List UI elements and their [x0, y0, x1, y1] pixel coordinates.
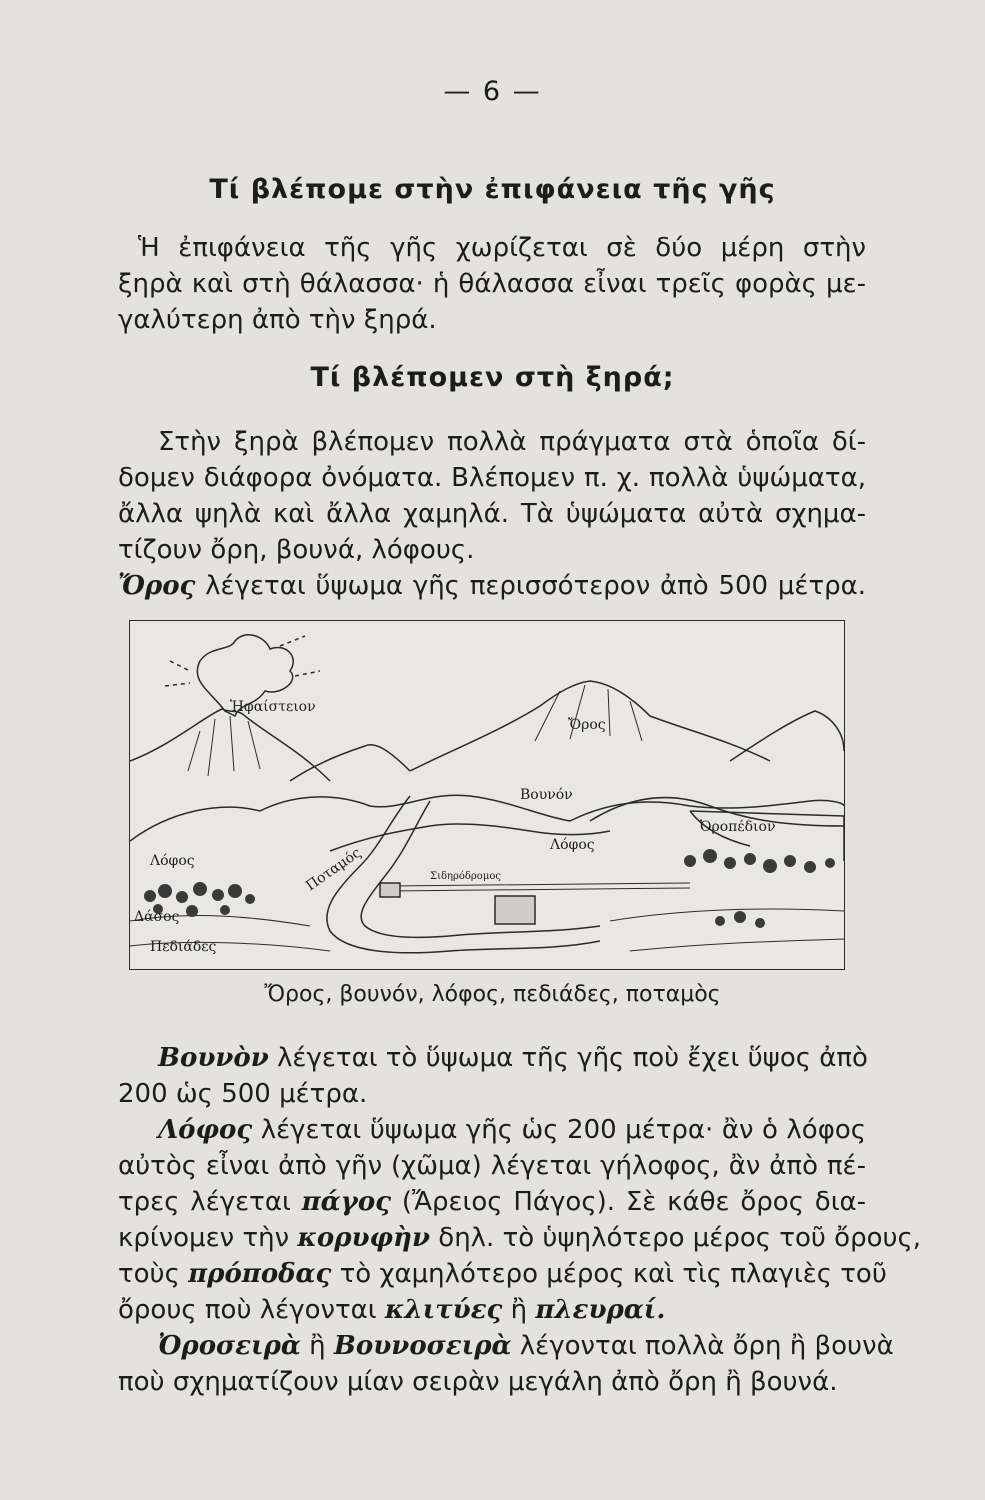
landscape-drawing [130, 621, 844, 969]
text-line: τίζουν ὄρη, βουνά, λόφους. [118, 535, 475, 565]
term-klitis: κλιτύες [384, 1295, 503, 1325]
label-forest: Δάσος [134, 909, 180, 925]
text-line [118, 1112, 866, 1148]
text-line: ἄλλα ψηλὰ καὶ ἄλλα χαμηλά. Τὰ ὑψώματα αὐτὰ σχημα- [118, 499, 866, 529]
building [380, 883, 400, 897]
text-line: ποὺ σχηματίζουν μίαν σειρὰν μεγάλη ἀπὸ ὄρη ἢ βουνά. [118, 1367, 838, 1397]
text-fragment: λέγεται τὸ ὕψωμα τῆς γῆς ποὺ ἔχει ὕψος ἀπὸ [277, 1043, 868, 1073]
page-number: — 6 — [443, 76, 542, 107]
term-oros: Ὄρος [118, 571, 196, 601]
text-fragment: τρες λέγεται [118, 1187, 291, 1217]
mountain-range-right [730, 711, 844, 761]
text-fragment: τὸ χαμηλότερο μέρος καὶ τὶς πλαγιὲς τοῦ [339, 1259, 887, 1289]
text-line: Ἡ ἐπιφάνεια τῆς γῆς χωρίζεται σὲ δύο μέρη στὴν [138, 233, 866, 263]
term-lofos: Λόφος [158, 1115, 253, 1145]
text-line: ξηρὰ καὶ στὴ θάλασσα· ἡ θάλασσα εἶναι τρεῖς φορὰς με- [118, 269, 866, 299]
text-line [118, 1184, 866, 1220]
paragraph-vouno [118, 1040, 866, 1112]
text-fragment: κρίνομεν τὴν [118, 1223, 290, 1253]
label-lofos-center: Λόφος [550, 837, 595, 853]
building [495, 896, 535, 924]
paragraph-land [118, 424, 866, 604]
label-railway: Σιδηρόδρομος [430, 871, 501, 882]
figure-caption: Ὄρος, βουνόν, λόφος, πεδιάδες, ποταμὸς [264, 982, 721, 1007]
section-title-surface: Τί βλέπομε στὴν ἐπιφάνεια τῆς γῆς [209, 174, 776, 205]
text-fragment: ἢ [309, 1331, 326, 1361]
term-koryfi: κορυφὴν [297, 1223, 431, 1253]
text-line: 200 ὡς 500 μέτρα. [118, 1079, 368, 1109]
label-mountain: Ὄρος [568, 717, 606, 733]
text-line: αὐτὸς εἶναι ἀπὸ γῆν (χῶμα) λέγεται γήλοφος, ἂν ἀπὸ πέ- [118, 1151, 866, 1181]
text-line: δομεν διάφορα ὀνόματα. Βλέπομεν π. χ. πολλὰ ὑψώματα, [118, 463, 866, 493]
text-fragment: (Ἄρειος Πάγος). Σὲ κάθε ὄρος δια- [401, 1187, 867, 1217]
term-vounosira: Βουνοσειρὰ [333, 1331, 512, 1361]
text-fragment: λέγονται πολλὰ ὄρη ἢ βουνὰ [519, 1331, 894, 1361]
label-lofos-left: Λόφος [150, 853, 195, 869]
text-fragment: ὄρους ποὺ λέγονται [118, 1295, 377, 1325]
label-vouno: Βουνόν [520, 787, 573, 803]
text-line [118, 1040, 866, 1076]
oros-definition-text: λέγεται ὕψωμα γῆς περισσότερον ἀπὸ 500 μέτρα. [205, 571, 867, 601]
paragraph-lofos [118, 1112, 922, 1328]
label-river: Ποταμός [303, 844, 365, 895]
label-plains: Πεδιάδες [150, 939, 217, 955]
text-line: γαλύτερη ἀπὸ τὴν ξηρά. [118, 305, 437, 335]
section-title-land: Τί βλέπομεν στὴ ξηρά; [310, 362, 675, 393]
label-volcano: Ἡφαίστειον [230, 699, 316, 715]
term-pagos: πάγος [301, 1187, 391, 1217]
text-line: Στὴν ξηρὰ βλέπομεν πολλὰ πράγματα στὰ ὁποῖα δί- [158, 427, 866, 457]
term-plevrai: πλευραί. [535, 1295, 666, 1325]
text-fragment: τοὺς [118, 1259, 180, 1289]
text-fragment: ἢ [510, 1295, 528, 1325]
text-line [118, 1328, 894, 1364]
text-fragment: δηλ. τὸ ὑψηλότερο μέρος τοῦ ὄρους, [438, 1223, 922, 1253]
term-propodas: πρόποδας [188, 1259, 332, 1289]
text-line [118, 1292, 866, 1328]
paragraph-orosira [118, 1328, 894, 1400]
text-fragment: λέγεται ὕψωμα γῆς ὡς 200 μέτρα· ἂν ὁ λόφος [260, 1115, 867, 1145]
paragraph-surface [118, 230, 866, 338]
label-plateau: Ὀροπέδιον [700, 819, 776, 835]
railway [390, 883, 690, 891]
text-line [118, 1256, 887, 1292]
landscape-illustration [129, 620, 845, 970]
oros-definition [118, 568, 866, 604]
term-orosira: Ὀροσειρὰ [158, 1331, 301, 1361]
mountain-range-left [290, 745, 410, 781]
forest [144, 849, 835, 928]
term-vouno: Βουνὸν [158, 1043, 269, 1073]
text-line [118, 1220, 922, 1256]
